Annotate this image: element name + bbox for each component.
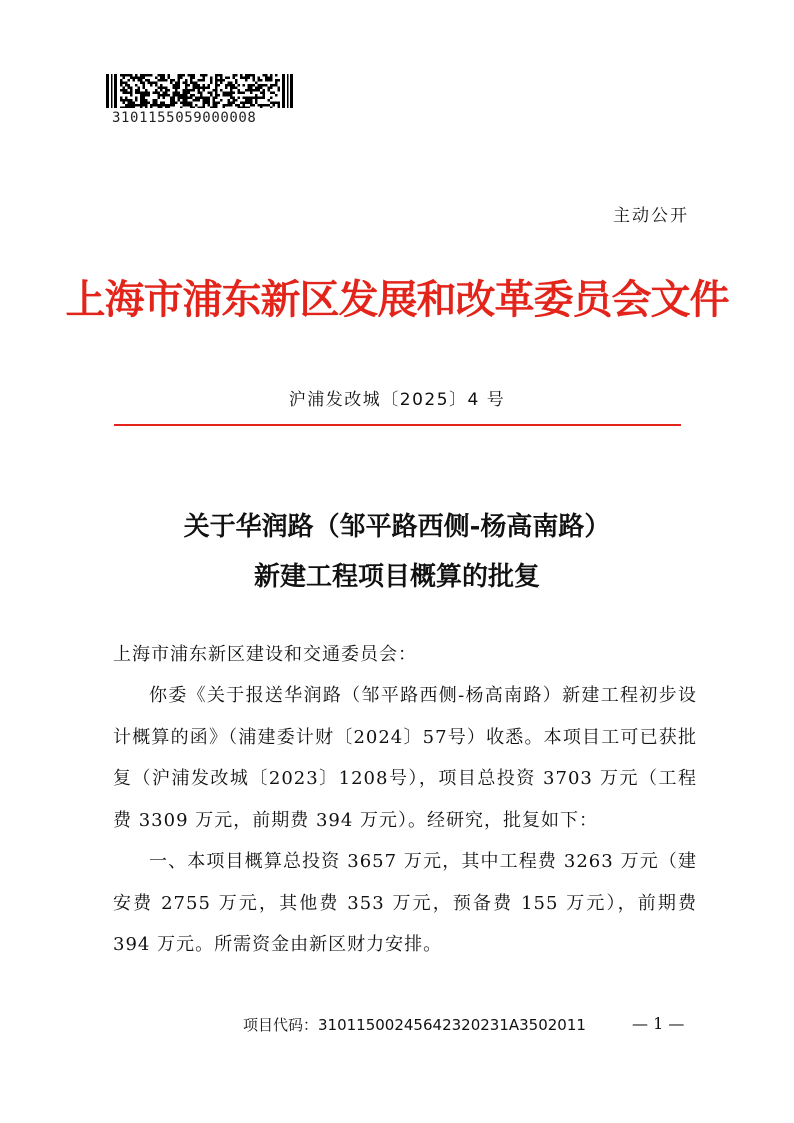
barcode-image [106,74,294,108]
addressee: 上海市浦东新区建设和交通委员会： [113,644,417,665]
red-separator-line [114,424,681,426]
project-code: 项目代码：31011500245642320231A3502011 [243,1016,586,1034]
issuing-authority-header: 上海市浦东新区发展和改革委员会文件 [65,276,729,323]
page-number: — 1 — [632,1014,685,1033]
document-number: 沪浦发改城〔2025〕4 号 [288,390,506,410]
barcode-number: 3101155059000008 [112,110,257,126]
document-title [0,502,794,602]
body-paragraph: 一、本项目概算总投资 3657 万元，其中工程费 3263 万元（建安费 2755 万元，其他费 353 万元，预备费 155 万元），前期费 394 万元。所需资金由新区财力安排。 [113,851,697,955]
title-line-1: 关于华润路（邹平路西侧-杨高南路） [183,512,611,542]
disclosure-label: 主动公开 [613,206,689,226]
document-body [113,675,697,966]
body-paragraph: 你委《关于报送华润路（邹平路西侧-杨高南路）新建工程初步设计概算的函》（浦建委计财〔2024〕57号）收悉。本项目工可已获批复（沪浦发改城〔2023〕1208号），项目总投资 3703 万元（工程费 3309 万元，前期费 394 万元）。经研究，批复如下： [113,685,697,831]
title-line-2: 新建工程项目概算的批复 [253,562,540,592]
